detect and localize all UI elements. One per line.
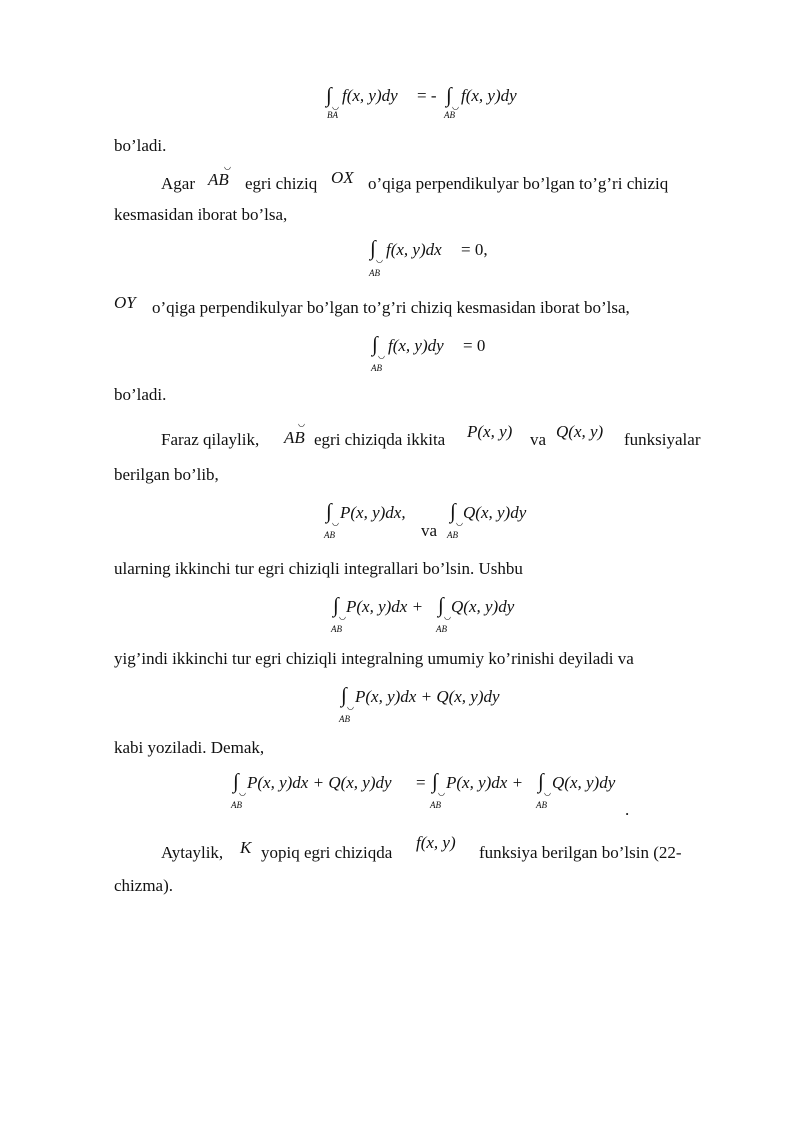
integral-sign: ∫ (538, 769, 544, 793)
integral-sign: ∫ (372, 332, 378, 356)
arc-mark: ◡ (544, 788, 551, 797)
integral-sign: ∫ (326, 83, 332, 107)
integrand: f(x, y)dy (342, 86, 398, 105)
arc-mark: ◡ (332, 518, 339, 527)
integral-subscript: AB (436, 624, 447, 634)
equation-tail: = 0 (463, 336, 486, 355)
paragraph-text: bo’ladi. (114, 385, 167, 404)
paragraph-text: yig’indi ikkinchi tur egri chiziqli integralning umumiy ko’rinishi deyiladi va (114, 649, 634, 668)
paragraph-text: egri chiziq (245, 174, 318, 193)
integral-subscript: AB (430, 800, 441, 810)
integrand: P(x, y)dx + (446, 773, 524, 792)
integral-sign: ∫ (341, 683, 347, 707)
axis-label: OY (114, 293, 136, 312)
function-f: f(x, y) (416, 833, 456, 852)
arc-label: AB (284, 428, 305, 447)
paragraph-text: va (530, 430, 547, 449)
paragraph-text: Agar (161, 174, 195, 193)
integral-sign: ∫ (450, 499, 456, 523)
arc-mark: ◡ (347, 702, 354, 711)
arc-mark: ◡ (239, 788, 246, 797)
integrand: Q(x, y)dy (552, 773, 616, 792)
function-p: P(x, y) (467, 422, 513, 441)
integral-subscript: AB (447, 530, 458, 540)
paragraph-text: funksiyalar (624, 430, 701, 449)
equation-tail: = 0, (461, 240, 488, 259)
integrand: f(x, y)dy (461, 86, 517, 105)
paragraph-text: ularning ikkinchi tur egri chiziqli integrallari bo’lsin. Ushbu (114, 559, 523, 578)
integrand: f(x, y)dx (386, 240, 442, 259)
integral-subscript: AB (536, 800, 547, 810)
integrand: Q(x, y)dy (451, 597, 515, 616)
equals-sign: = (416, 773, 426, 792)
arc-mark: ◡ (376, 255, 383, 264)
connector-va: va (421, 521, 438, 540)
integral-subscript: BA (327, 110, 338, 120)
integral-subscript: AB (444, 110, 455, 120)
integral-subscript: AB (231, 800, 242, 810)
integrand: Q(x, y)dy (463, 503, 527, 522)
integrand: P(x, y)dx + (346, 597, 424, 616)
integral-sign: ∫ (326, 499, 332, 523)
integral-sign: ∫ (432, 769, 438, 793)
integrand: P(x, y)dx, (340, 503, 406, 522)
arc-mark: ◡ (339, 612, 346, 621)
arc-mark: ◡ (224, 162, 231, 171)
arc-mark: ◡ (378, 351, 385, 360)
curve-label: K (240, 838, 252, 857)
paragraph-text: chizma). (114, 876, 173, 895)
paragraph-text: funksiya berilgan bo’lsin (22- (479, 843, 682, 862)
paragraph-text: Faraz qilaylik, (161, 430, 260, 449)
axis-label: OX (331, 168, 354, 187)
paragraph-text: Aytaylik, (161, 843, 224, 862)
paragraph-text: berilgan bo’lib, (114, 465, 219, 484)
paragraph-text: kabi yoziladi. Demak, (114, 738, 265, 757)
integral-sign: ∫ (233, 769, 239, 793)
arc-mark: ◡ (298, 419, 305, 428)
integral-sign: ∫ (438, 593, 444, 617)
arc-mark: ◡ (332, 102, 339, 111)
integral-subscript: AB (369, 268, 380, 278)
arc-mark: ◡ (452, 102, 459, 111)
paragraph-text: kesmasidan iborat bo’lsa, (114, 205, 288, 224)
arc-mark: ◡ (438, 788, 445, 797)
integrand: P(x, y)dx + Q(x, y)dy (355, 687, 500, 706)
trailing-dot: . (625, 800, 630, 819)
integral-subscript: AB (339, 714, 350, 724)
paragraph-text: egri chiziqda ikkita (314, 430, 446, 449)
integrand: f(x, y)dy (388, 336, 444, 355)
paragraph-text: o’qiga perpendikulyar bo’lgan to’g’ri chiziq (368, 174, 669, 193)
integral-sign: ∫ (446, 83, 452, 107)
paragraph-text: o’qiga perpendikulyar bo’lgan to’g’ri chiziq kesmasidan iborat bo’lsa, (152, 298, 630, 317)
function-q: Q(x, y) (556, 422, 604, 441)
paragraph-text: bo’ladi. (114, 136, 167, 155)
arc-label: AB (208, 170, 229, 189)
paragraph-text: yopiq egri chiziqda (261, 843, 393, 862)
integrand: P(x, y)dx + Q(x, y)dy (247, 773, 392, 792)
equals-minus: = - (417, 86, 437, 105)
integral-subscript: AB (331, 624, 342, 634)
integral-subscript: AB (324, 530, 335, 540)
integral-subscript: AB (371, 363, 382, 373)
integral-sign: ∫ (333, 593, 339, 617)
arc-mark: ◡ (444, 612, 451, 621)
integral-sign: ∫ (370, 236, 376, 260)
arc-mark: ◡ (456, 518, 463, 527)
